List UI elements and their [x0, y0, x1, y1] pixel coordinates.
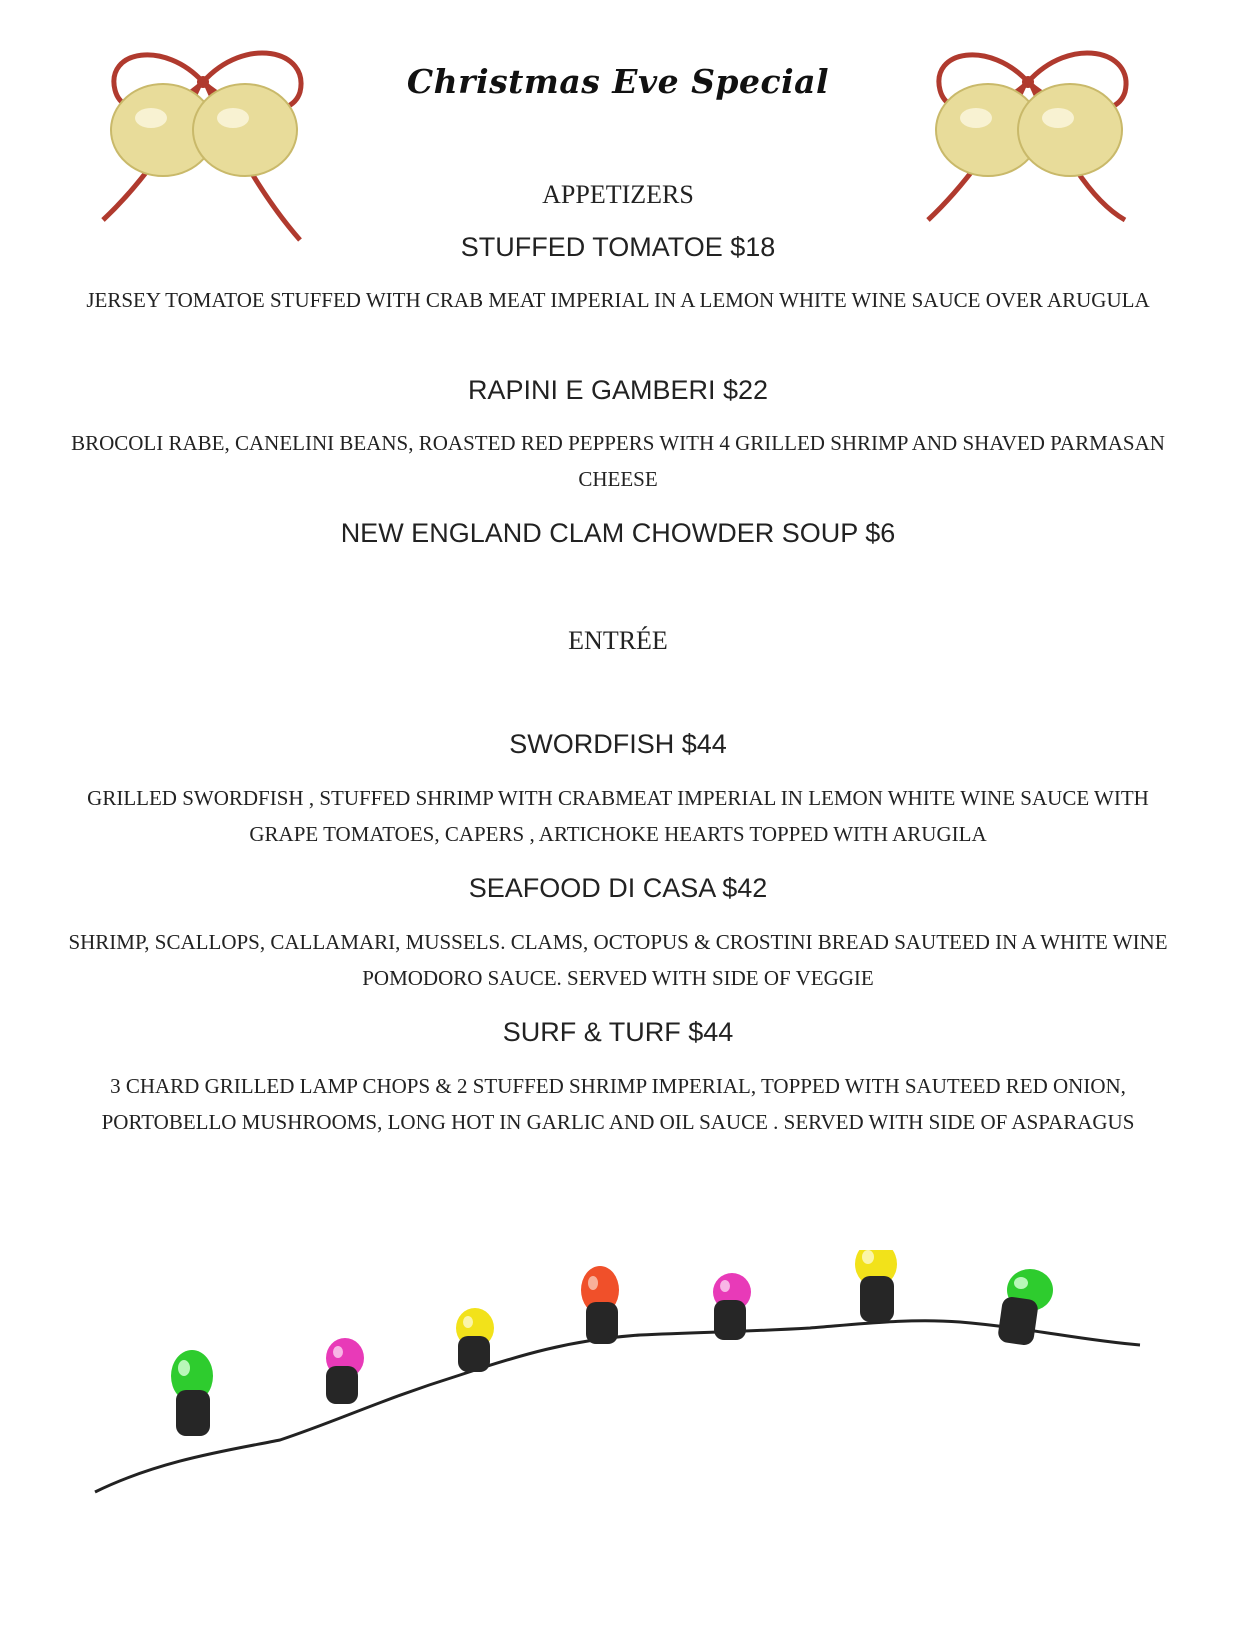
christmas-lights-icon — [80, 1250, 1180, 1520]
light-bulb-icon — [855, 1250, 897, 1322]
menu-item-name: SWORDFISH $44 — [509, 729, 727, 759]
light-bulb-icon — [581, 1266, 619, 1344]
menu-item-description: JERSEY TOMATOE STUFFED WITH CRAB MEAT IMPERIAL IN A LEMON WHITE WINE SAUCE OVER ARUGULA — [86, 288, 1150, 312]
light-bulb-icon — [997, 1269, 1053, 1346]
menu-item-name: SEAFOOD DI CASA $42 — [468, 873, 768, 903]
light-bulb-icon — [713, 1273, 751, 1340]
menu-item-description: GRILLED SWORDFISH , STUFFED SHRIMP WITH CRABMEAT IMPERIAL IN LEMON WHITE WINE SAUCE WITH GRAPE TOMATOES, CAPERS , ARTICHOKE HEARTS TOPPED WITH ARUGILA — [87, 786, 1149, 846]
menu-item-description: BROCOLI RABE, CANELINI BEANS, ROASTED RED PEPPERS WITH 4 GRILLED SHRIMP AND SHAVED PARMASAN CHEESE — [71, 431, 1165, 491]
section-heading-entree: ENTRÉE — [568, 626, 668, 655]
menu-item-description: SHRIMP, SCALLOPS, CALLAMARI, MUSSELS. CLAMS, OCTOPUS & CROSTINI BREAD SAUTEED IN A WHITE WINE POMODORO SAUCE. SERVED WITH SIDE OF VEGGIE — [68, 930, 1168, 990]
section-heading-appetizers: APPETIZERS — [542, 180, 694, 209]
menu-item-name: STUFFED TOMATOE $18 — [460, 232, 776, 262]
menu-item-name: RAPINI E GAMBERI $22 — [467, 375, 769, 405]
menu-title: Christmas Eve Special — [406, 62, 830, 101]
menu-item-name: SURF & TURF $44 — [502, 1017, 734, 1047]
light-bulb-icon — [171, 1350, 213, 1436]
light-bulb-icon — [456, 1308, 494, 1372]
menu-item-description: 3 CHARD GRILLED LAMP CHOPS & 2 STUFFED SHRIMP IMPERIAL, TOPPED WITH SAUTEED RED ONION, PORTOBELLO MUSHROOMS, LONG HOT IN GARLIC AND OIL SAUCE . SERVED WITH SIDE OF ASPARAGUS — [101, 1074, 1135, 1134]
menu-item-name: NEW ENGLAND CLAM CHOWDER SOUP $6 — [340, 518, 896, 548]
light-bulb-icon — [326, 1338, 364, 1404]
